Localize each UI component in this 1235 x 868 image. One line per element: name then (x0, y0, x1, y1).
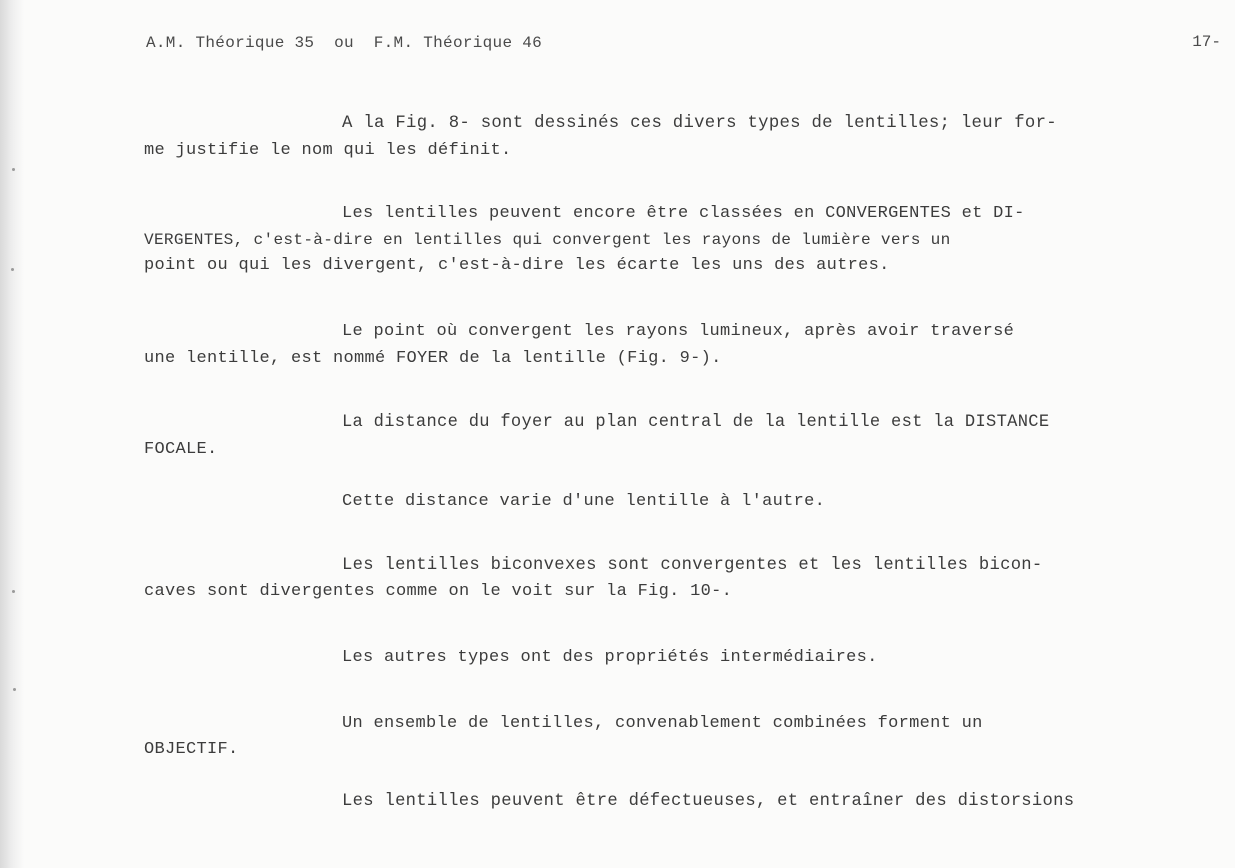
paragraph-line: Cette distance varie d'une lentille à l'autre. (342, 492, 826, 511)
scan-speck (12, 168, 15, 171)
paragraph-line: Un ensemble de lentilles, convenablement combinées forment un (342, 714, 983, 733)
scan-speck (12, 590, 15, 593)
paragraph-line: Les lentilles peuvent être défectueuses, et entraîner des distorsions (342, 792, 1075, 811)
page-number: 17- (1192, 33, 1221, 51)
paragraph-line: Le point où convergent les rayons lumineux, après avoir traversé (342, 322, 1015, 341)
paragraph-line: une lentille, est nommé FOYER de la lentille (Fig. 9-). (144, 349, 722, 368)
paragraph-line: A la Fig. 8- sont dessinés ces divers types de lentilles; leur for- (342, 114, 1057, 133)
paragraph-line: La distance du foyer au plan central de la lentille est la DISTANCE (342, 413, 1050, 432)
paragraph-line: Les lentilles biconvexes sont convergentes et les lentilles bicon- (342, 556, 1043, 575)
paragraph-line: point ou qui les divergent, c'est-à-dire les écarte les uns des autres. (144, 256, 890, 275)
paragraph-line: OBJECTIF. (144, 740, 239, 759)
paragraph-line: VERGENTES, c'est-à-dire en lentilles qui convergent les rayons de lumière vers un (144, 231, 951, 249)
paragraph-line: Les lentilles peuvent encore être classées en CONVERGENTES et DI- (342, 204, 1025, 223)
scan-edge-shadow (0, 0, 24, 868)
paragraph-line: FOCALE. (144, 440, 218, 459)
scan-speck (11, 268, 14, 271)
scan-speck (13, 688, 16, 691)
paragraph-line: caves sont divergentes comme on le voit sur la Fig. 10-. (144, 582, 733, 601)
paragraph-line: me justifie le nom qui les définit. (144, 141, 512, 160)
paragraph-line: Les autres types ont des propriétés intermédiaires. (342, 648, 878, 667)
running-header: A.M. Théorique 35 ou F.M. Théorique 46 (146, 34, 543, 52)
